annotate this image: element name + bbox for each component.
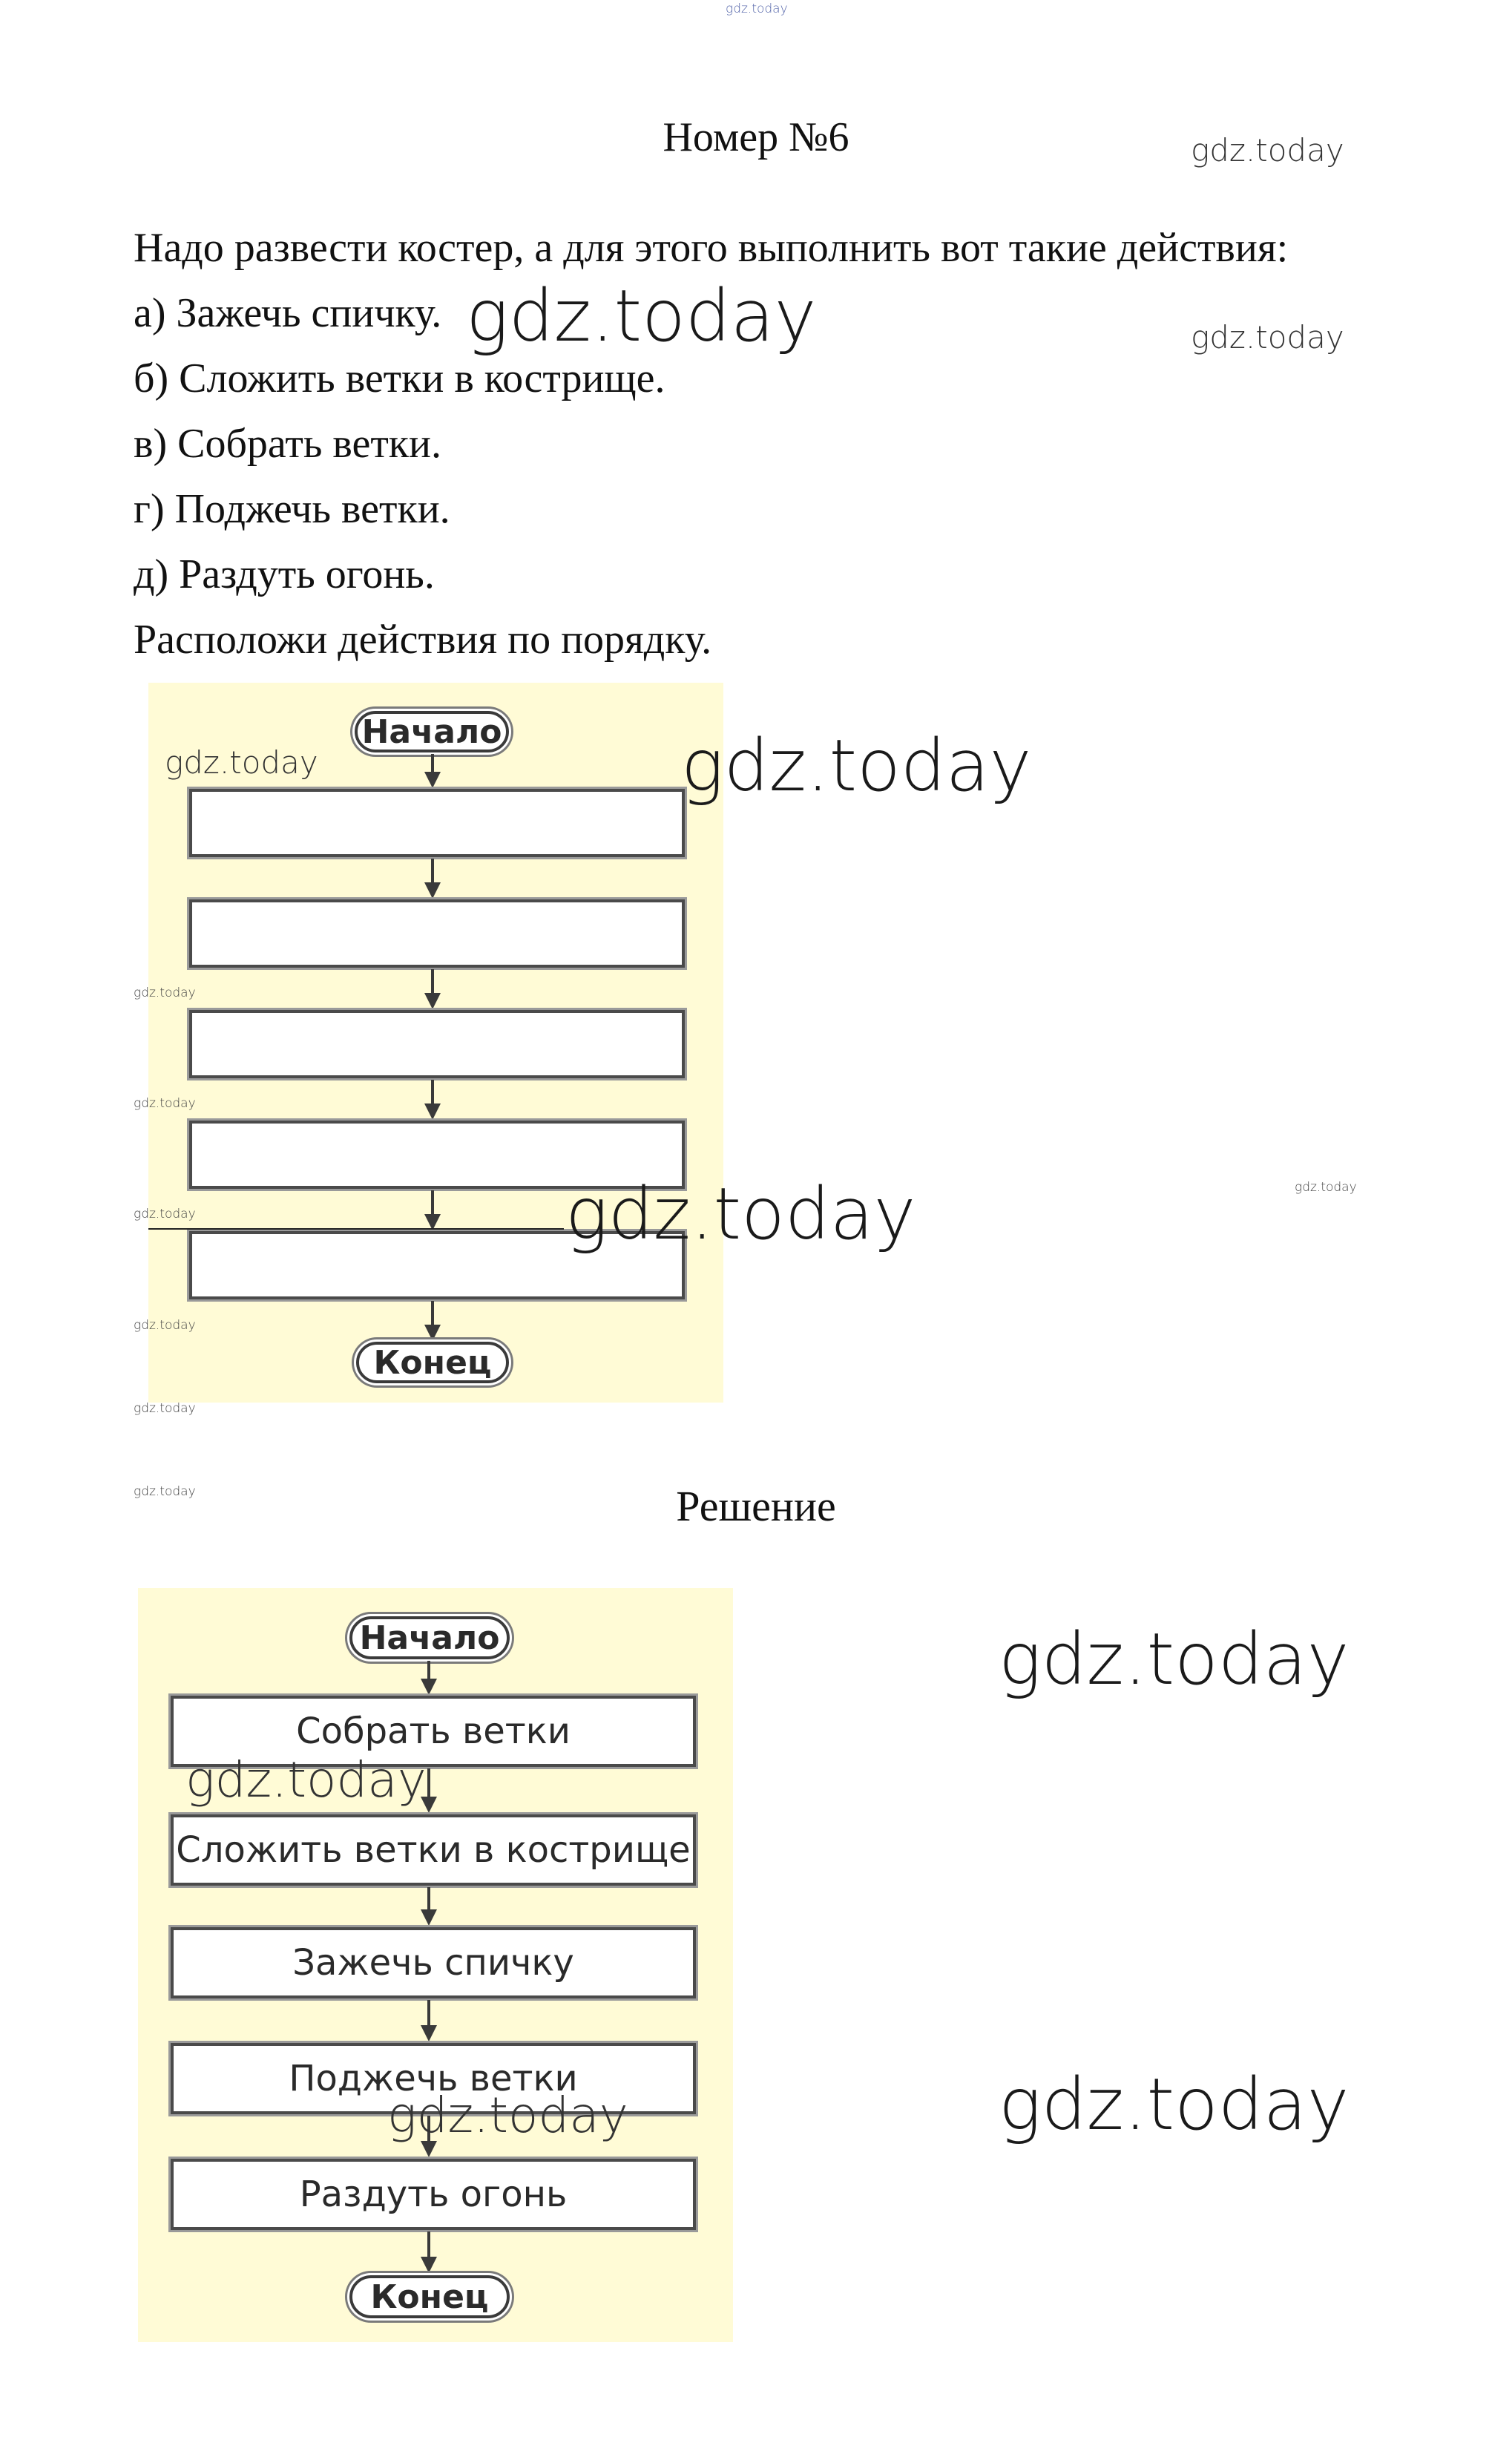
flow-arrow: [427, 1768, 430, 1810]
solution-step-4: Поджечь ветки: [171, 2043, 696, 2114]
watermark: gdz.today: [999, 2063, 1350, 2146]
watermark: gdz.today: [134, 1484, 196, 1499]
watermark: gdz.today: [134, 1207, 196, 1221]
solution-step-5: Раздуть огонь: [171, 2159, 696, 2230]
task-intro: Надо развести костер, а для этого выполнить вот такие действия:: [134, 225, 1289, 271]
flow-step-1[interactable]: [189, 789, 685, 857]
flow-arrow: [427, 2231, 430, 2270]
watermark: gdz.today: [165, 744, 318, 781]
flow-arrow: [427, 1661, 430, 1692]
flow-step-2[interactable]: [189, 899, 685, 968]
watermark: gdz.today: [1191, 132, 1344, 168]
watermark: gdz.today: [134, 985, 196, 1000]
task-item-d: д) Раздуть огонь.: [134, 551, 435, 597]
flow-arrow: [431, 1080, 434, 1117]
watermark: gdz.today: [185, 1751, 427, 1808]
solution-title: Решение: [676, 1482, 836, 1530]
watermark: gdz.today: [466, 275, 817, 358]
solution-step-2: Сложить ветки в кострище: [171, 1814, 696, 1886]
watermark: gdz.today: [1295, 1180, 1357, 1195]
solution-flowchart: [138, 1588, 733, 2342]
task-item-b: б) Сложить ветки в кострище.: [134, 355, 665, 401]
task-item-g: г) Поджечь ветки.: [134, 486, 450, 532]
flow-arrow: [431, 969, 434, 1006]
task-flowchart: [148, 683, 723, 1403]
flow-arrow: [431, 859, 434, 896]
watermark: gdz.today: [134, 1096, 196, 1111]
watermark: gdz.today: [681, 724, 1032, 807]
task-item-v: в) Собрать ветки.: [134, 421, 441, 467]
flow-step-3[interactable]: [189, 1010, 685, 1078]
page-title: Номер №6: [663, 114, 849, 160]
watermark-top: gdz.today: [726, 1, 788, 16]
watermark: gdz.today: [565, 1173, 916, 1256]
flow-arrow: [427, 2000, 430, 2039]
solution-end: Конец: [349, 2275, 510, 2318]
flow-arrow: [431, 754, 434, 785]
solution-step-1: Собрать ветки: [171, 1696, 696, 1767]
watermark: gdz.today: [999, 1618, 1350, 1701]
watermark: gdz.today: [387, 2087, 628, 2144]
watermark: gdz.today: [134, 1401, 196, 1416]
watermark: gdz.today: [1191, 319, 1344, 355]
flow-arrow: [427, 1887, 430, 1923]
flow-arrow: [431, 1190, 434, 1227]
watermark: gdz.today: [134, 1318, 196, 1333]
stray-line: [148, 1228, 564, 1230]
solution-start: Начало: [349, 1616, 510, 1659]
flow-arrow: [431, 1301, 434, 1338]
task-instruction: Расположи действия по порядку.: [134, 617, 712, 663]
task-item-a: а) Зажечь спичку.: [134, 290, 442, 336]
flow-end: Конец: [356, 1342, 509, 1383]
flow-start: Начало: [355, 711, 509, 752]
solution-step-3: Зажечь спичку: [171, 1927, 696, 1998]
